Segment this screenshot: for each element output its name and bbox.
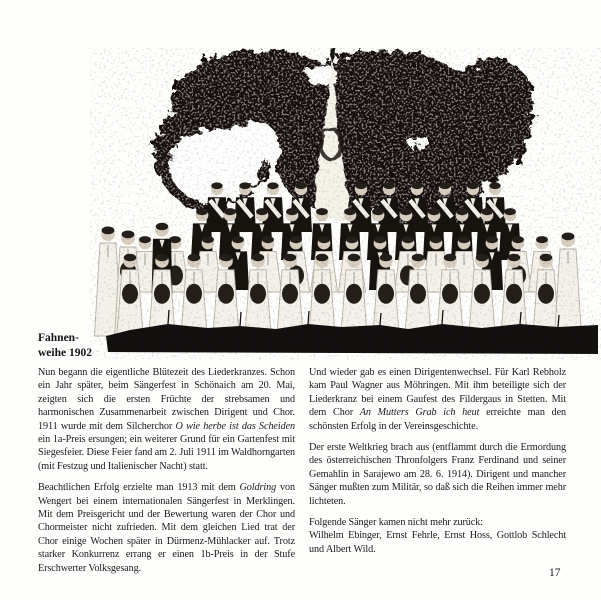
- group-photo: [90, 48, 601, 360]
- paragraph: Nun begann die eigentliche Blütezeit des Liederkranzes. Schon ein Jahr später, beim Sängerfest in Schönaich am 20. Mai, zeigten sich die ersten Früchte der strebsamen und harmonischen Zusammenarbeit zwischen Dirigent und Chor. 1911 wurde mit dem Silcherchor O wie herbe ist das Scheiden ein 1a-Preis ersungen; ein weiterer Grund für ein Gartenfest mit Siegesfeier. Diese Feier fand am 2. Juli 1911 im Waldhorngarten (mit Festzug und Italienischer Nacht) statt.: [38, 367, 295, 472]
- text-column-right: [309, 366, 566, 575]
- paragraph: Folgende Sänger kamen nicht mehr zurück: Wilhelm Ebinger, Ernst Fehrle, Ernst Hoss, Gottlob Schlecht und Albert Wild.: [309, 517, 566, 555]
- photo-caption-line2: weihe 1902: [38, 347, 92, 359]
- photo-caption-line1: Fahnen-: [38, 332, 79, 344]
- text-column-left: [38, 366, 295, 575]
- photo-caption: [38, 331, 108, 361]
- paragraph: Beachtlichen Erfolg erzielte man 1913 mit dem Goldring von Wengert bei einem internationalen Sängerfest in Merklingen. Mit dem Preisgericht und der Bewertung waren der Chor und Chormeister nicht zufrieden. Mit dem gleichen Lied trat der Chor einige Wochen später in Dürmenz-Mühlacker auf. Trotz starker Konkurrenz errang er einen 1b-Preis in der Stufe Erschwerter Volksgesang.: [38, 482, 295, 574]
- text-columns: [38, 366, 566, 575]
- paragraph: Und wieder gab es einen Dirigentenwechsel. Für Karl Rebholz kam Paul Wagner aus Möhringen. Mit ihm beteiligte sich der Liederkranz bei einem Gaufest des Fildergaus in Stetten. Mit dem Chor An Mutters Grab ich heut erreichte man den schönsten Erfolg in der Vereinsgeschichte.: [309, 367, 567, 432]
- paragraph: Der erste Weltkrieg brach aus (entflammt durch die Ermordung des österreichischen Thronfolgers Franz Ferdinand und seiner Gemahlin in Sarajewo am 28. 6. 1914). Dirigent und mancher Sänger mußten zum Militär, so daß sich die Reihen immer mehr lichteten.: [309, 442, 566, 507]
- group-photo-illustration: [90, 48, 601, 360]
- page-number: 17: [549, 567, 561, 579]
